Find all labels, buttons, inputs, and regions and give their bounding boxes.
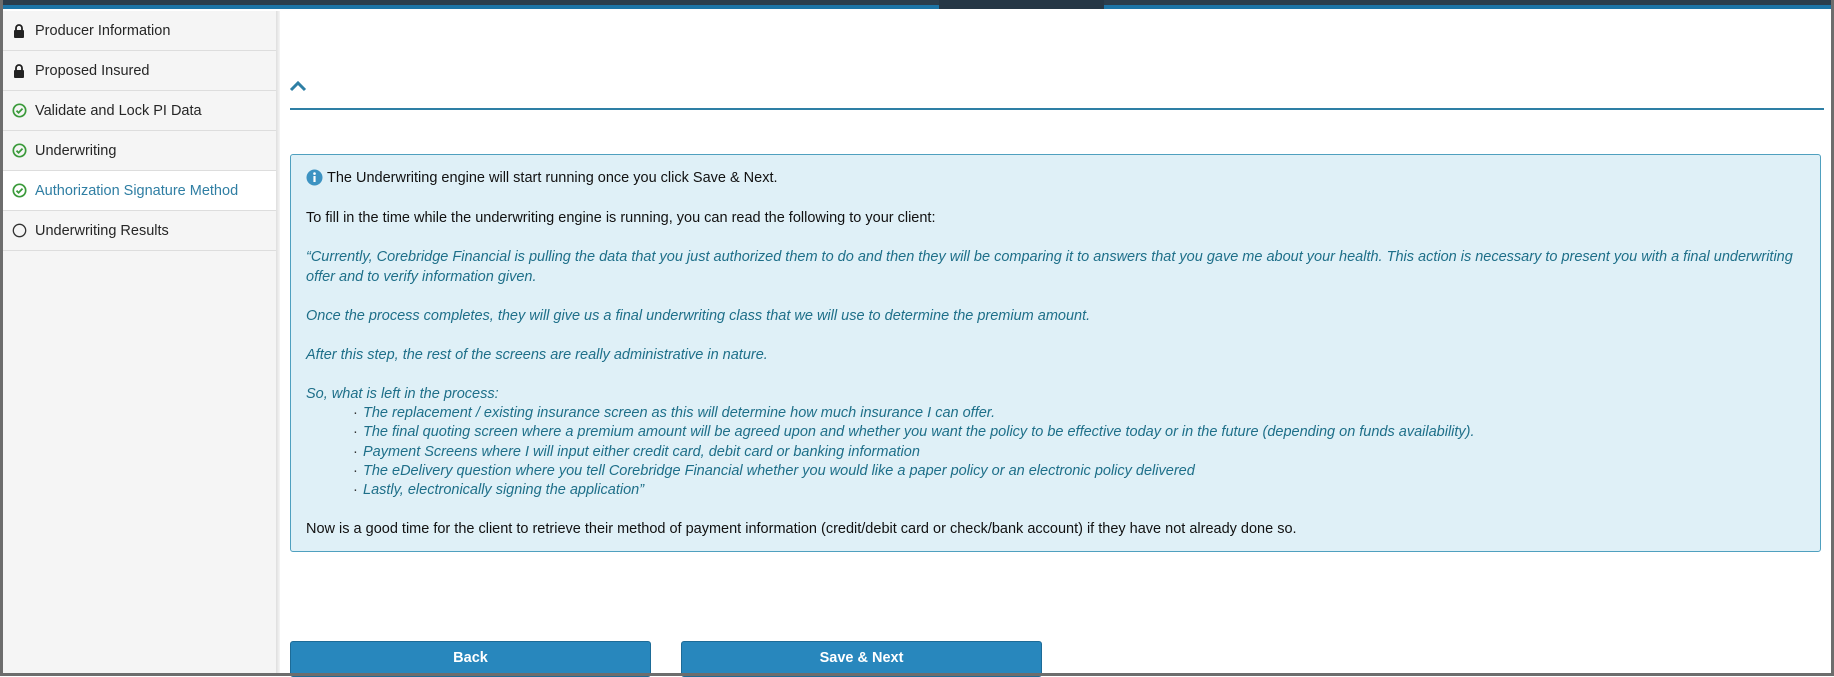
top-bar-accent-line xyxy=(0,5,1834,9)
collapse-section-button[interactable] xyxy=(288,78,310,96)
sidebar-item-label: Producer Information xyxy=(35,22,171,39)
top-bar-active-tab xyxy=(939,0,1104,9)
sidebar-item-proposed-insured[interactable] xyxy=(3,51,276,91)
sidebar-item-label: Authorization Signature Method xyxy=(35,182,239,199)
sidebar-item-label: Validate and Lock PI Data xyxy=(35,102,202,119)
list-item: · The final quoting screen where a premium amount will be agreed upon and whether you want the policy to be effective today or in the future (depending on funds availability). xyxy=(353,424,1475,441)
list-item: · The eDelivery question where you tell Corebridge Financial whether you would like a paper policy or an electronic policy delivered xyxy=(353,462,1195,479)
sidebar-item-underwriting[interactable] xyxy=(3,131,276,171)
sidebar-item-label: Underwriting xyxy=(35,142,117,159)
script-paragraph: So, what is left in the process: xyxy=(306,386,499,402)
underwriting-info-panel xyxy=(290,154,1821,552)
sidebar-item-label: Underwriting Results xyxy=(35,222,169,239)
window-frame-left xyxy=(0,0,3,676)
sidebar-item-label: Proposed Insured xyxy=(35,62,150,79)
save-next-button[interactable]: Save & Next xyxy=(681,641,1042,677)
lock-icon xyxy=(5,24,33,38)
sidebar-item-authorization-signature-method[interactable] xyxy=(3,171,276,211)
info-lead-text: To fill in the time while the underwriting engine is running, you can read the following to your client: xyxy=(306,210,936,226)
back-button[interactable]: Back xyxy=(290,641,651,677)
sidebar-item-underwriting-results[interactable] xyxy=(3,211,276,251)
script-paragraph: Once the process completes, they will give us a final underwriting class that we will use to determine the premium amount. xyxy=(306,308,1091,324)
section-divider xyxy=(290,108,1824,110)
check-circle-icon xyxy=(5,103,33,118)
chevron-up-icon xyxy=(288,81,308,98)
list-item: · Payment Screens where I will input either credit card, debit card or banking information xyxy=(353,443,920,460)
sidebar-divider xyxy=(276,11,280,673)
script-paragraph: “Currently, Corebridge Financial is pulling the data that you just authorized them to do and then they will be comparing it to answers that you gave me about your health. This action is necessary to present you with a final underwriting offer and to verify information given. xyxy=(306,249,1793,285)
check-circle-icon xyxy=(5,183,33,198)
info-heading-text: The Underwriting engine will start running once you click Save & Next. xyxy=(327,169,778,186)
list-item: · The replacement / existing insurance screen as this will determine how much insurance I can offer. xyxy=(353,405,996,421)
sidebar-item-validate-lock-pi-data[interactable] xyxy=(3,91,276,131)
sidebar-item-producer-information[interactable] xyxy=(3,11,276,51)
info-heading xyxy=(306,169,778,186)
sidebar-nav xyxy=(3,11,277,673)
script-paragraph: After this step, the rest of the screens are really administrative in nature. xyxy=(306,347,768,363)
lock-icon xyxy=(5,64,33,78)
info-closing-text: Now is a good time for the client to retrieve their method of payment information (credit/debit card or check/bank account) if they have not already done so. xyxy=(306,521,1297,537)
empty-circle-icon xyxy=(5,223,33,238)
list-item: · Lastly, electronically signing the application” xyxy=(353,482,645,499)
remaining-steps-list xyxy=(353,404,1475,500)
check-circle-icon xyxy=(5,143,33,158)
info-icon xyxy=(306,169,323,186)
